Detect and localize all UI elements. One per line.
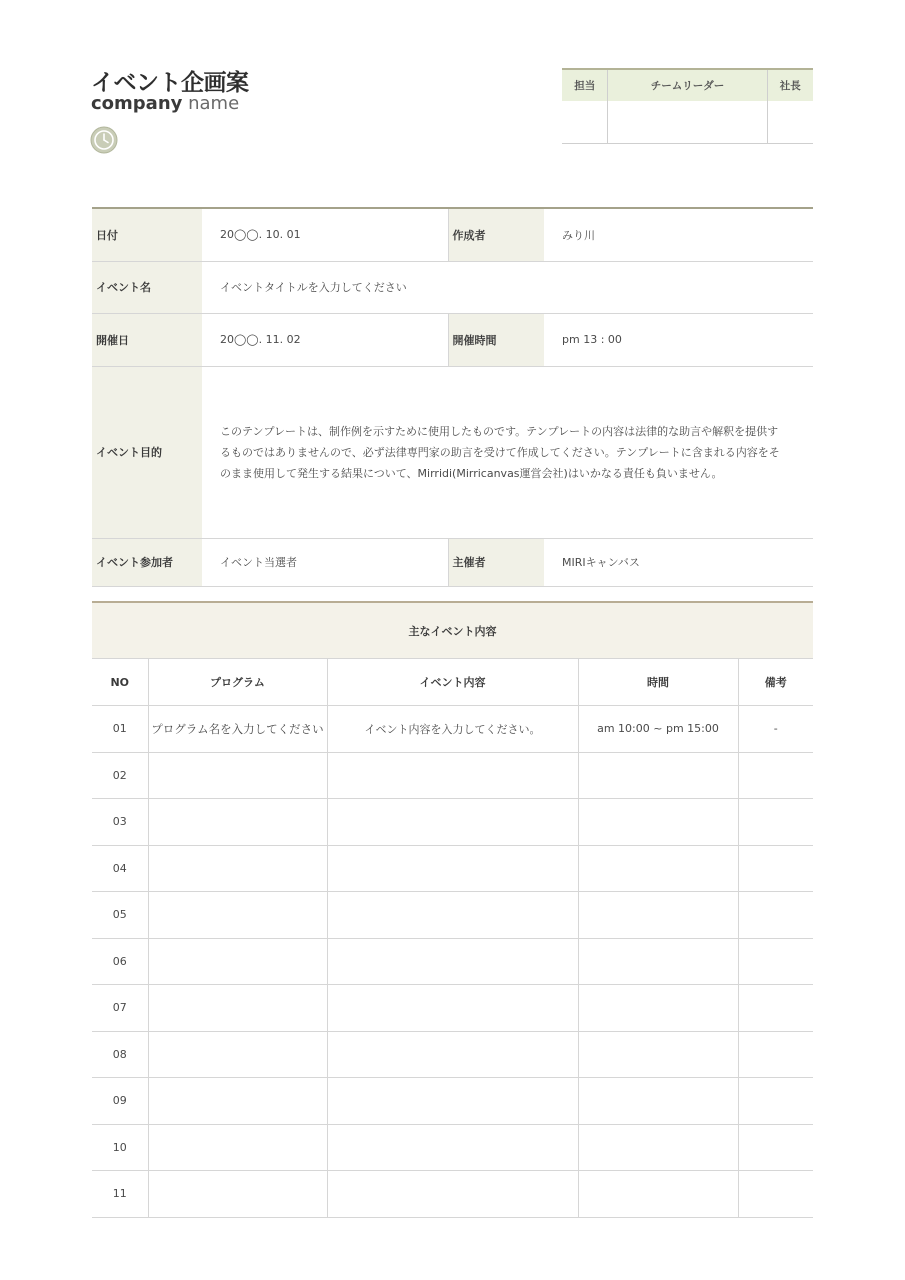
table-row — [92, 938, 813, 985]
table-row — [92, 1124, 813, 1171]
company-name-rest: name — [182, 93, 240, 114]
time-cell[interactable] — [578, 752, 738, 799]
row-number: 05 — [92, 892, 148, 939]
company-name-bold: company — [91, 93, 183, 114]
column-header-notes: 備考 — [738, 659, 813, 706]
table-row — [92, 1078, 813, 1125]
held-date-label: 開催日 — [92, 313, 202, 366]
participants-value[interactable]: イベント当選者 — [202, 538, 448, 586]
program-cell[interactable] — [148, 1078, 327, 1125]
program-cell[interactable] — [148, 938, 327, 985]
organizer-label: 主催者 — [448, 538, 544, 586]
table-row — [92, 985, 813, 1032]
event-info-table — [92, 207, 813, 587]
content-cell[interactable] — [327, 985, 578, 1032]
time-cell[interactable] — [578, 1124, 738, 1171]
approval-table — [562, 68, 813, 144]
row-number: 07 — [92, 985, 148, 1032]
date-label: 日付 — [92, 208, 202, 261]
program-cell[interactable] — [148, 1171, 327, 1218]
content-cell[interactable] — [327, 845, 578, 892]
time-cell[interactable]: am 10:00 ~ pm 15:00 — [578, 706, 738, 753]
time-cell[interactable] — [578, 845, 738, 892]
purpose-value[interactable]: このテンプレートは、制作例を示すために使用したものです。テンプレートの内容は法律的な助言や解釈を提供するものではありませんので、必ず法律専門家の助言を受けて作成してください。テンプレートに含まれる内容をそのまま使用して発生する結果について、Mirridi(Mirricanvas運営会社)はいかなる責任も負いません。 — [202, 366, 813, 538]
company-name — [91, 93, 239, 114]
content-cell[interactable] — [327, 938, 578, 985]
time-cell[interactable] — [578, 938, 738, 985]
notes-cell[interactable]: - — [738, 706, 813, 753]
program-cell[interactable] — [148, 1031, 327, 1078]
table-row — [92, 892, 813, 939]
notes-cell[interactable] — [738, 1171, 813, 1218]
date-value[interactable]: 20◯◯. 10. 01 — [202, 208, 448, 261]
event-name-label: イベント名 — [92, 261, 202, 313]
time-cell[interactable] — [578, 1078, 738, 1125]
held-date-value[interactable]: 20◯◯. 11. 02 — [202, 313, 448, 366]
notes-cell[interactable] — [738, 1124, 813, 1171]
approval-header: 担当 — [562, 69, 608, 101]
notes-cell[interactable] — [738, 938, 813, 985]
row-number: 09 — [92, 1078, 148, 1125]
program-table — [92, 601, 813, 1218]
row-number: 06 — [92, 938, 148, 985]
program-cell[interactable] — [148, 799, 327, 846]
event-name-value[interactable]: イベントタイトルを入力してください — [202, 261, 813, 313]
content-cell[interactable] — [327, 1031, 578, 1078]
row-number: 04 — [92, 845, 148, 892]
time-cell[interactable] — [578, 1031, 738, 1078]
time-cell[interactable] — [578, 985, 738, 1032]
clock-icon — [90, 126, 118, 154]
approval-header: チームリーダー — [608, 69, 767, 101]
approval-stamp-cell[interactable] — [767, 101, 813, 144]
program-caption: 主なイベント内容 — [92, 602, 813, 659]
content-cell[interactable] — [327, 799, 578, 846]
program-cell[interactable] — [148, 985, 327, 1032]
notes-cell[interactable] — [738, 752, 813, 799]
program-cell[interactable] — [148, 845, 327, 892]
program-cell[interactable] — [148, 752, 327, 799]
page-title: イベント企画案 — [91, 70, 249, 96]
table-row — [92, 1171, 813, 1218]
participants-label: イベント参加者 — [92, 538, 202, 586]
notes-cell[interactable] — [738, 1031, 813, 1078]
notes-cell[interactable] — [738, 1078, 813, 1125]
table-row — [92, 706, 813, 753]
organizer-value[interactable]: MIRIキャンバス — [544, 538, 813, 586]
time-cell[interactable] — [578, 1171, 738, 1218]
held-time-label: 開催時間 — [448, 313, 544, 366]
row-number: 08 — [92, 1031, 148, 1078]
content-cell[interactable] — [327, 892, 578, 939]
approval-stamp-cell[interactable] — [608, 101, 767, 144]
held-time-value[interactable]: pm 13 : 00 — [544, 313, 813, 366]
notes-cell[interactable] — [738, 892, 813, 939]
content-cell[interactable] — [327, 1124, 578, 1171]
approval-stamp-cell[interactable] — [562, 101, 608, 144]
purpose-label: イベント目的 — [92, 366, 202, 538]
row-number: 02 — [92, 752, 148, 799]
time-cell[interactable] — [578, 892, 738, 939]
program-cell[interactable] — [148, 892, 327, 939]
table-row — [92, 1031, 813, 1078]
table-row — [92, 799, 813, 846]
table-row — [92, 845, 813, 892]
notes-cell[interactable] — [738, 799, 813, 846]
program-cell[interactable] — [148, 1124, 327, 1171]
column-header-no: NO — [92, 659, 148, 706]
content-cell[interactable]: イベント内容を入力してください。 — [327, 706, 578, 753]
approval-header: 社長 — [767, 69, 813, 101]
column-header-program: プログラム — [148, 659, 327, 706]
row-number: 01 — [92, 706, 148, 753]
table-row — [92, 752, 813, 799]
content-cell[interactable] — [327, 1078, 578, 1125]
content-cell[interactable] — [327, 1171, 578, 1218]
column-header-time: 時間 — [578, 659, 738, 706]
column-header-content: イベント内容 — [327, 659, 578, 706]
content-cell[interactable] — [327, 752, 578, 799]
time-cell[interactable] — [578, 799, 738, 846]
author-value[interactable]: みり川 — [544, 208, 813, 261]
row-number: 11 — [92, 1171, 148, 1218]
author-label: 作成者 — [448, 208, 544, 261]
notes-cell[interactable] — [738, 985, 813, 1032]
row-number: 10 — [92, 1124, 148, 1171]
notes-cell[interactable] — [738, 845, 813, 892]
row-number: 03 — [92, 799, 148, 846]
program-cell[interactable]: プログラム名を入力してください — [148, 706, 327, 753]
